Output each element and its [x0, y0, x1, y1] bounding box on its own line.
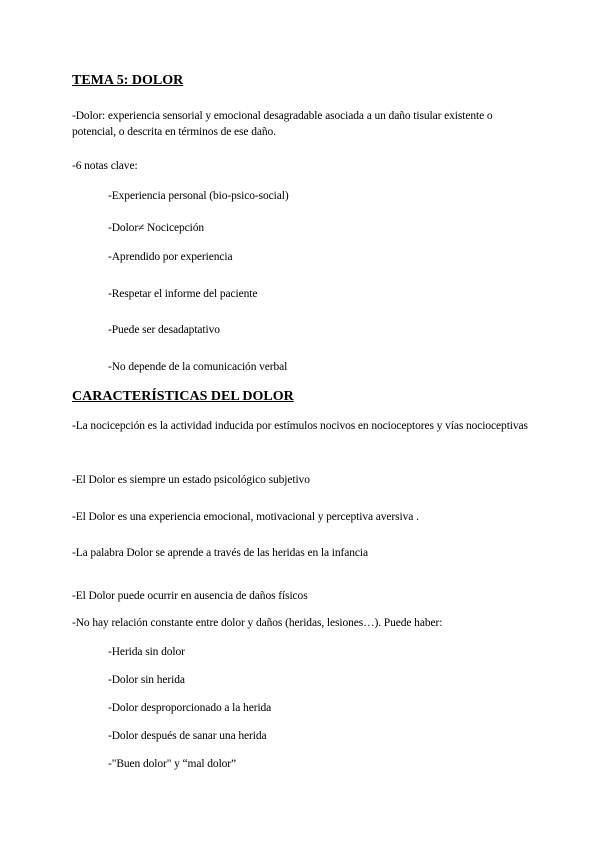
- list-item: -Dolor desproporcionado a la herida: [108, 702, 272, 714]
- characteristic-paragraph: -La palabra Dolor se aprende a través de las heridas en la infancia: [72, 547, 368, 559]
- note-item: -No depende de la comunicación verbal: [108, 361, 288, 373]
- note-item: -Dolor≠ Nocicepción: [108, 222, 205, 234]
- list-item: -Dolor después de sanar una herida: [108, 730, 267, 742]
- section-title-caracteristicas: CARACTERÍSTICAS DEL DOLOR: [72, 389, 294, 404]
- definition-paragraph: -Dolor: experiencia sensorial y emocional desagradable asociada a un daño tisular existente o potencial, o descrita en términos de ese daño.: [72, 110, 493, 138]
- characteristic-paragraph: -No hay relación constante entre dolor y daños (heridas, lesiones…). Puede haber:: [72, 617, 443, 629]
- note-item: -Respetar el informe del paciente: [108, 288, 258, 300]
- list-item: -Herida sin dolor: [108, 646, 185, 658]
- characteristic-paragraph: -El Dolor es siempre un estado psicológico subjetivo: [72, 474, 310, 486]
- section-title-tema: TEMA 5: DOLOR: [72, 73, 184, 88]
- characteristic-paragraph: -El Dolor puede ocurrir en ausencia de daños físicos: [72, 590, 308, 602]
- characteristic-paragraph: -El Dolor es una experiencia emocional, motivacional y perceptiva aversiva .: [72, 511, 419, 523]
- list-item: -Dolor sin herida: [108, 674, 185, 686]
- notes-intro: -6 notas clave:: [72, 160, 138, 172]
- note-item: -Puede ser desadaptativo: [108, 324, 220, 336]
- note-item: -Aprendido por experiencia: [108, 251, 233, 263]
- characteristic-paragraph: -La nocicepción es la actividad inducida por estímulos nocivos en nocioceptores y vías nocioceptivas: [72, 420, 528, 432]
- list-item: -"Buen dolor" y “mal dolor”: [108, 758, 237, 770]
- note-item: -Experiencia personal (bio-psico-social): [108, 190, 289, 202]
